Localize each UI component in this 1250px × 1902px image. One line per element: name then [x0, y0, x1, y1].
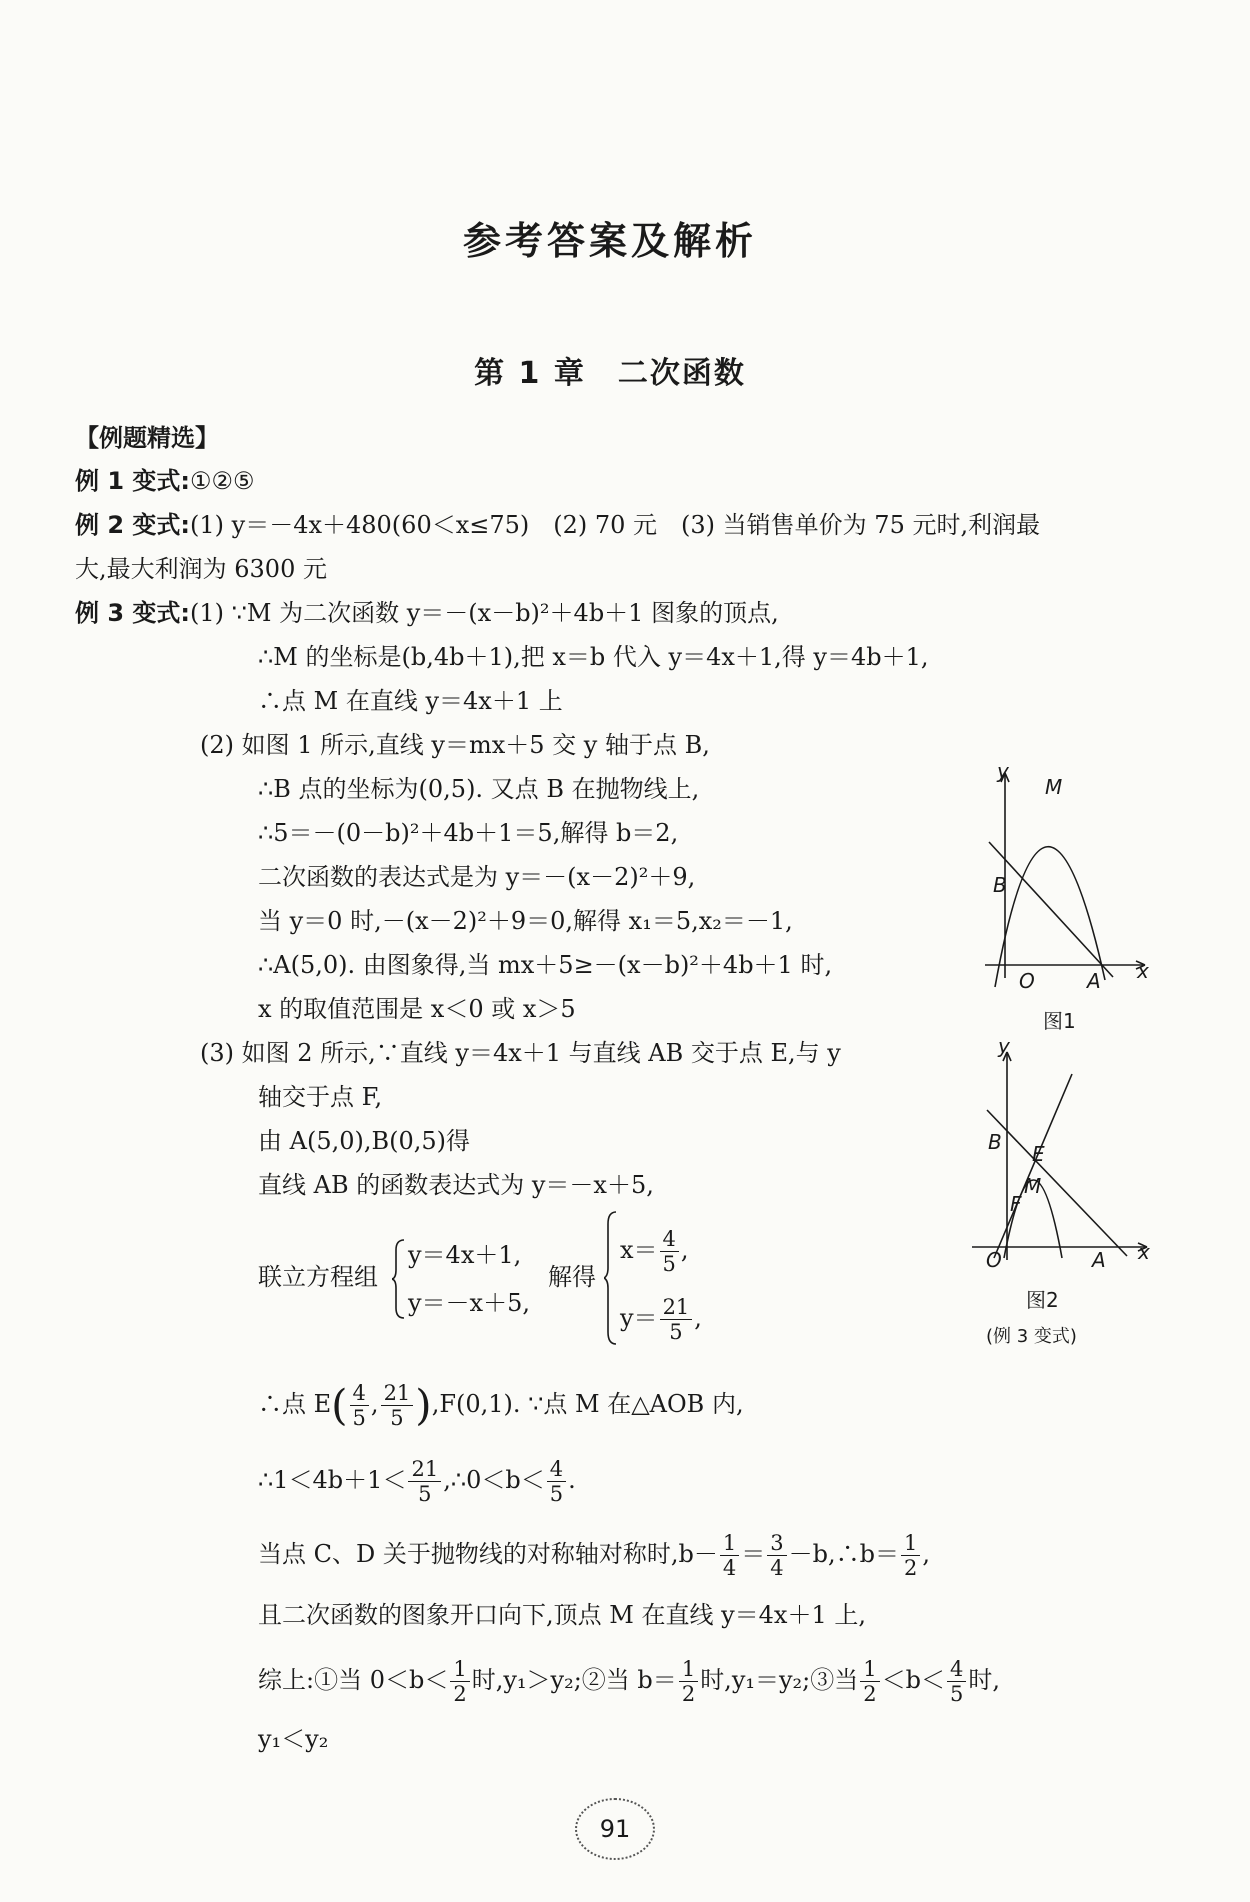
example-3-line-17: [258, 1526, 930, 1582]
figure-group-caption: (例 3 变式): [986, 1326, 1077, 1347]
fraction: [901, 1531, 920, 1580]
fraction-denominator: 5: [669, 1320, 683, 1344]
fraction-denominator: 5: [390, 1406, 404, 1430]
chapter-heading: 第 1 章 二次函数: [474, 356, 746, 391]
example-2-line-2: 大,最大利润为 6300 元: [75, 555, 327, 583]
fraction-numerator: 1: [679, 1657, 698, 1682]
fraction-numerator: 21: [381, 1381, 414, 1406]
fraction-denominator: 5: [352, 1406, 366, 1430]
fraction: [720, 1531, 739, 1580]
example-3-line-6: ∴5＝－(0－b)²＋4b＋1＝5,解得 b＝2,: [258, 819, 679, 847]
example-3-line-8: 当 y＝0 时,－(x－2)²＋9＝0,解得 x₁＝5,x₂＝－1,: [258, 907, 793, 935]
axis-label-x: x: [1137, 959, 1149, 983]
example-3-line-18: 且二次函数的图象开口向下,顶点 M 在直线 y＝4x＋1 上,: [258, 1601, 866, 1629]
fraction-denominator: 5: [549, 1482, 564, 1506]
fraction: [350, 1381, 369, 1430]
example-3-line-4: (2) 如图 1 所示,直线 y＝mx＋5 交 y 轴于点 B,: [200, 731, 710, 759]
figure-1: [975, 759, 1160, 1033]
fraction-denominator: 2: [681, 1682, 696, 1706]
text-segment: 时,y₁＞y₂;②当 b＝: [471, 1666, 677, 1694]
example-3-line-3: ∴点 M 在直线 y＝4x＋1 上: [258, 687, 563, 715]
fraction-numerator: 21: [660, 1295, 693, 1320]
axis-label-y: y: [997, 759, 1009, 783]
example-2-text-1: (1) y＝－4x＋480(60＜x≤75) (2) 70 元 (3) 当销售单价为 75 元时,利润最: [190, 511, 1041, 539]
fraction-denominator: 5: [418, 1482, 432, 1506]
example-1: [75, 466, 255, 496]
example-3-line-12: 轴交于点 F,: [258, 1083, 383, 1111]
text-segment: ＝: [741, 1540, 766, 1568]
example-1-label: 例 1 变式:: [75, 467, 191, 495]
example-3-line-2: ∴M 的坐标是(b,4b＋1),把 x＝b 代入 y＝4x＋1,得 y＝4b＋1,: [258, 643, 929, 671]
section-heading: 【例题精选】: [75, 424, 219, 452]
point-label-E: E: [1032, 1142, 1045, 1166]
comma: ,: [680, 1236, 689, 1264]
fraction: [660, 1295, 693, 1344]
example-3-label: 例 3 变式:: [75, 599, 191, 627]
text-segment: 时,: [968, 1666, 1001, 1694]
example-3-line-14: 直线 AB 的函数表达式为 y＝－x＋5,: [258, 1171, 654, 1199]
fraction-numerator: 1: [901, 1531, 920, 1556]
fraction-numerator: 4: [547, 1457, 566, 1482]
text-segment: －b,∴b＝: [788, 1540, 899, 1568]
figure-1-caption: 图1: [1043, 1009, 1076, 1033]
text-segment: ,F(0,1). ∵点 M 在△AOB 内,: [431, 1390, 744, 1418]
point-label-A: A: [1092, 1248, 1106, 1272]
solution-y: [620, 1290, 702, 1346]
point-label-A: A: [1087, 969, 1101, 993]
example-3-line-11: (3) 如图 2 所示,∵直线 y＝4x＋1 与直线 AB 交于点 E,与 y: [200, 1039, 841, 1067]
axis-label-y: y: [998, 1034, 1010, 1058]
fraction-numerator: 1: [860, 1657, 879, 1682]
fraction: [679, 1657, 698, 1706]
fraction: [660, 1227, 679, 1276]
fraction: [767, 1531, 786, 1580]
solution-x: [620, 1222, 689, 1278]
point-label-B: B: [988, 1130, 1002, 1154]
example-3-line-16: [258, 1452, 576, 1508]
example-3-text-1: (1) ∵M 为二次函数 y＝－(x－b)²＋4b＋1 图象的顶点,: [190, 599, 779, 627]
system-solve-label: 解得: [548, 1263, 596, 1291]
left-brace-icon: [604, 1210, 618, 1346]
example-3-line-15: ∴点 E( $\frac{4}{5}$ , $\frac{21}{5}$ ),F(0,1). ∵点 M 在△AOB 内,: [258, 1380, 744, 1430]
text-segment: ,∴0＜b＜: [443, 1466, 545, 1494]
example-3-line-10: x 的取值范围是 x＜0 或 x＞5: [258, 995, 576, 1023]
text-segment: 时,y₁＝y₂;③当: [700, 1666, 859, 1694]
example-3-line-7: 二次函数的表达式是为 y＝－(x－2)²＋9,: [258, 863, 696, 891]
text-segment: ,: [922, 1540, 930, 1568]
fraction-numerator: 4: [660, 1227, 679, 1252]
fraction-numerator: 4: [350, 1381, 369, 1406]
figure-2-caption: 图2: [1026, 1288, 1059, 1312]
left-brace-icon: [392, 1238, 406, 1320]
fraction-numerator: 1: [720, 1531, 739, 1556]
fraction-numerator: 4: [947, 1657, 966, 1682]
example-3-line-20: y₁＜y₂: [258, 1725, 329, 1753]
fraction-denominator: 4: [722, 1556, 737, 1580]
text-segment: .: [568, 1466, 576, 1494]
text-segment: 当点 C、D 关于抛物线的对称轴对称时,b－: [258, 1540, 718, 1568]
page-title: 参考答案及解析: [462, 219, 757, 263]
fraction-numerator: 1: [450, 1657, 469, 1682]
fraction-denominator: 4: [770, 1556, 784, 1580]
left-paren-icon: (: [331, 1380, 348, 1430]
system-equation-2: y＝－x＋5,: [408, 1289, 530, 1317]
text-segment: ＜b＜: [881, 1666, 946, 1694]
figure-2: [962, 1034, 1162, 1347]
text-segment: 综上:①当 0＜b＜: [258, 1666, 449, 1694]
example-3-line-9: ∴A(5,0). 由图象得,当 mx＋5≥－(x－b)²＋4b＋1 时,: [258, 951, 833, 979]
fraction-denominator: 5: [950, 1682, 964, 1706]
comma: ,: [694, 1304, 702, 1332]
fraction-denominator: 2: [453, 1682, 467, 1706]
system-prefix: 联立方程组: [258, 1263, 378, 1291]
example-3-line-13: 由 A(5,0),B(0,5)得: [258, 1127, 471, 1155]
example-2-label: 例 2 变式:: [75, 511, 191, 539]
fraction-numerator: 21: [408, 1457, 441, 1482]
solution-x-lhs: x＝: [620, 1236, 658, 1264]
point-label-O: O: [986, 1248, 1002, 1272]
example-2-line-1: [75, 510, 1040, 540]
example-3-line-5: ∴B 点的坐标为(0,5). 又点 B 在抛物线上,: [258, 775, 700, 803]
point-label-F: F: [1010, 1192, 1022, 1216]
fraction: [381, 1381, 414, 1430]
example-3-line-19: [258, 1652, 1000, 1708]
point-label-M: M: [1024, 1174, 1042, 1198]
point-label-O: O: [1019, 969, 1035, 993]
example-1-answer: ①②⑤: [190, 467, 255, 495]
text-segment: ∴点 E: [258, 1390, 332, 1418]
fraction: [408, 1457, 441, 1506]
point-label-M: M: [1045, 775, 1063, 799]
text-segment: ∴1＜4b＋1＜: [258, 1466, 407, 1494]
fraction-denominator: 5: [662, 1252, 676, 1276]
fraction: [860, 1657, 879, 1706]
fraction-numerator: 3: [767, 1531, 786, 1556]
page-number: 91: [575, 1798, 655, 1860]
fraction: [547, 1457, 566, 1506]
point-label-B: B: [993, 873, 1007, 897]
solution-y-lhs: y＝: [620, 1304, 658, 1332]
fraction: [450, 1657, 469, 1706]
fraction-denominator: 2: [863, 1682, 877, 1706]
fraction-denominator: 2: [903, 1556, 918, 1580]
example-3-line-1: [75, 598, 779, 628]
system-equation-1: y＝4x＋1,: [408, 1241, 522, 1269]
figure-2-graph: [962, 1042, 1162, 1272]
axis-label-x: x: [1138, 1240, 1150, 1264]
right-paren-icon: ): [415, 1380, 432, 1430]
fraction: [947, 1657, 966, 1706]
